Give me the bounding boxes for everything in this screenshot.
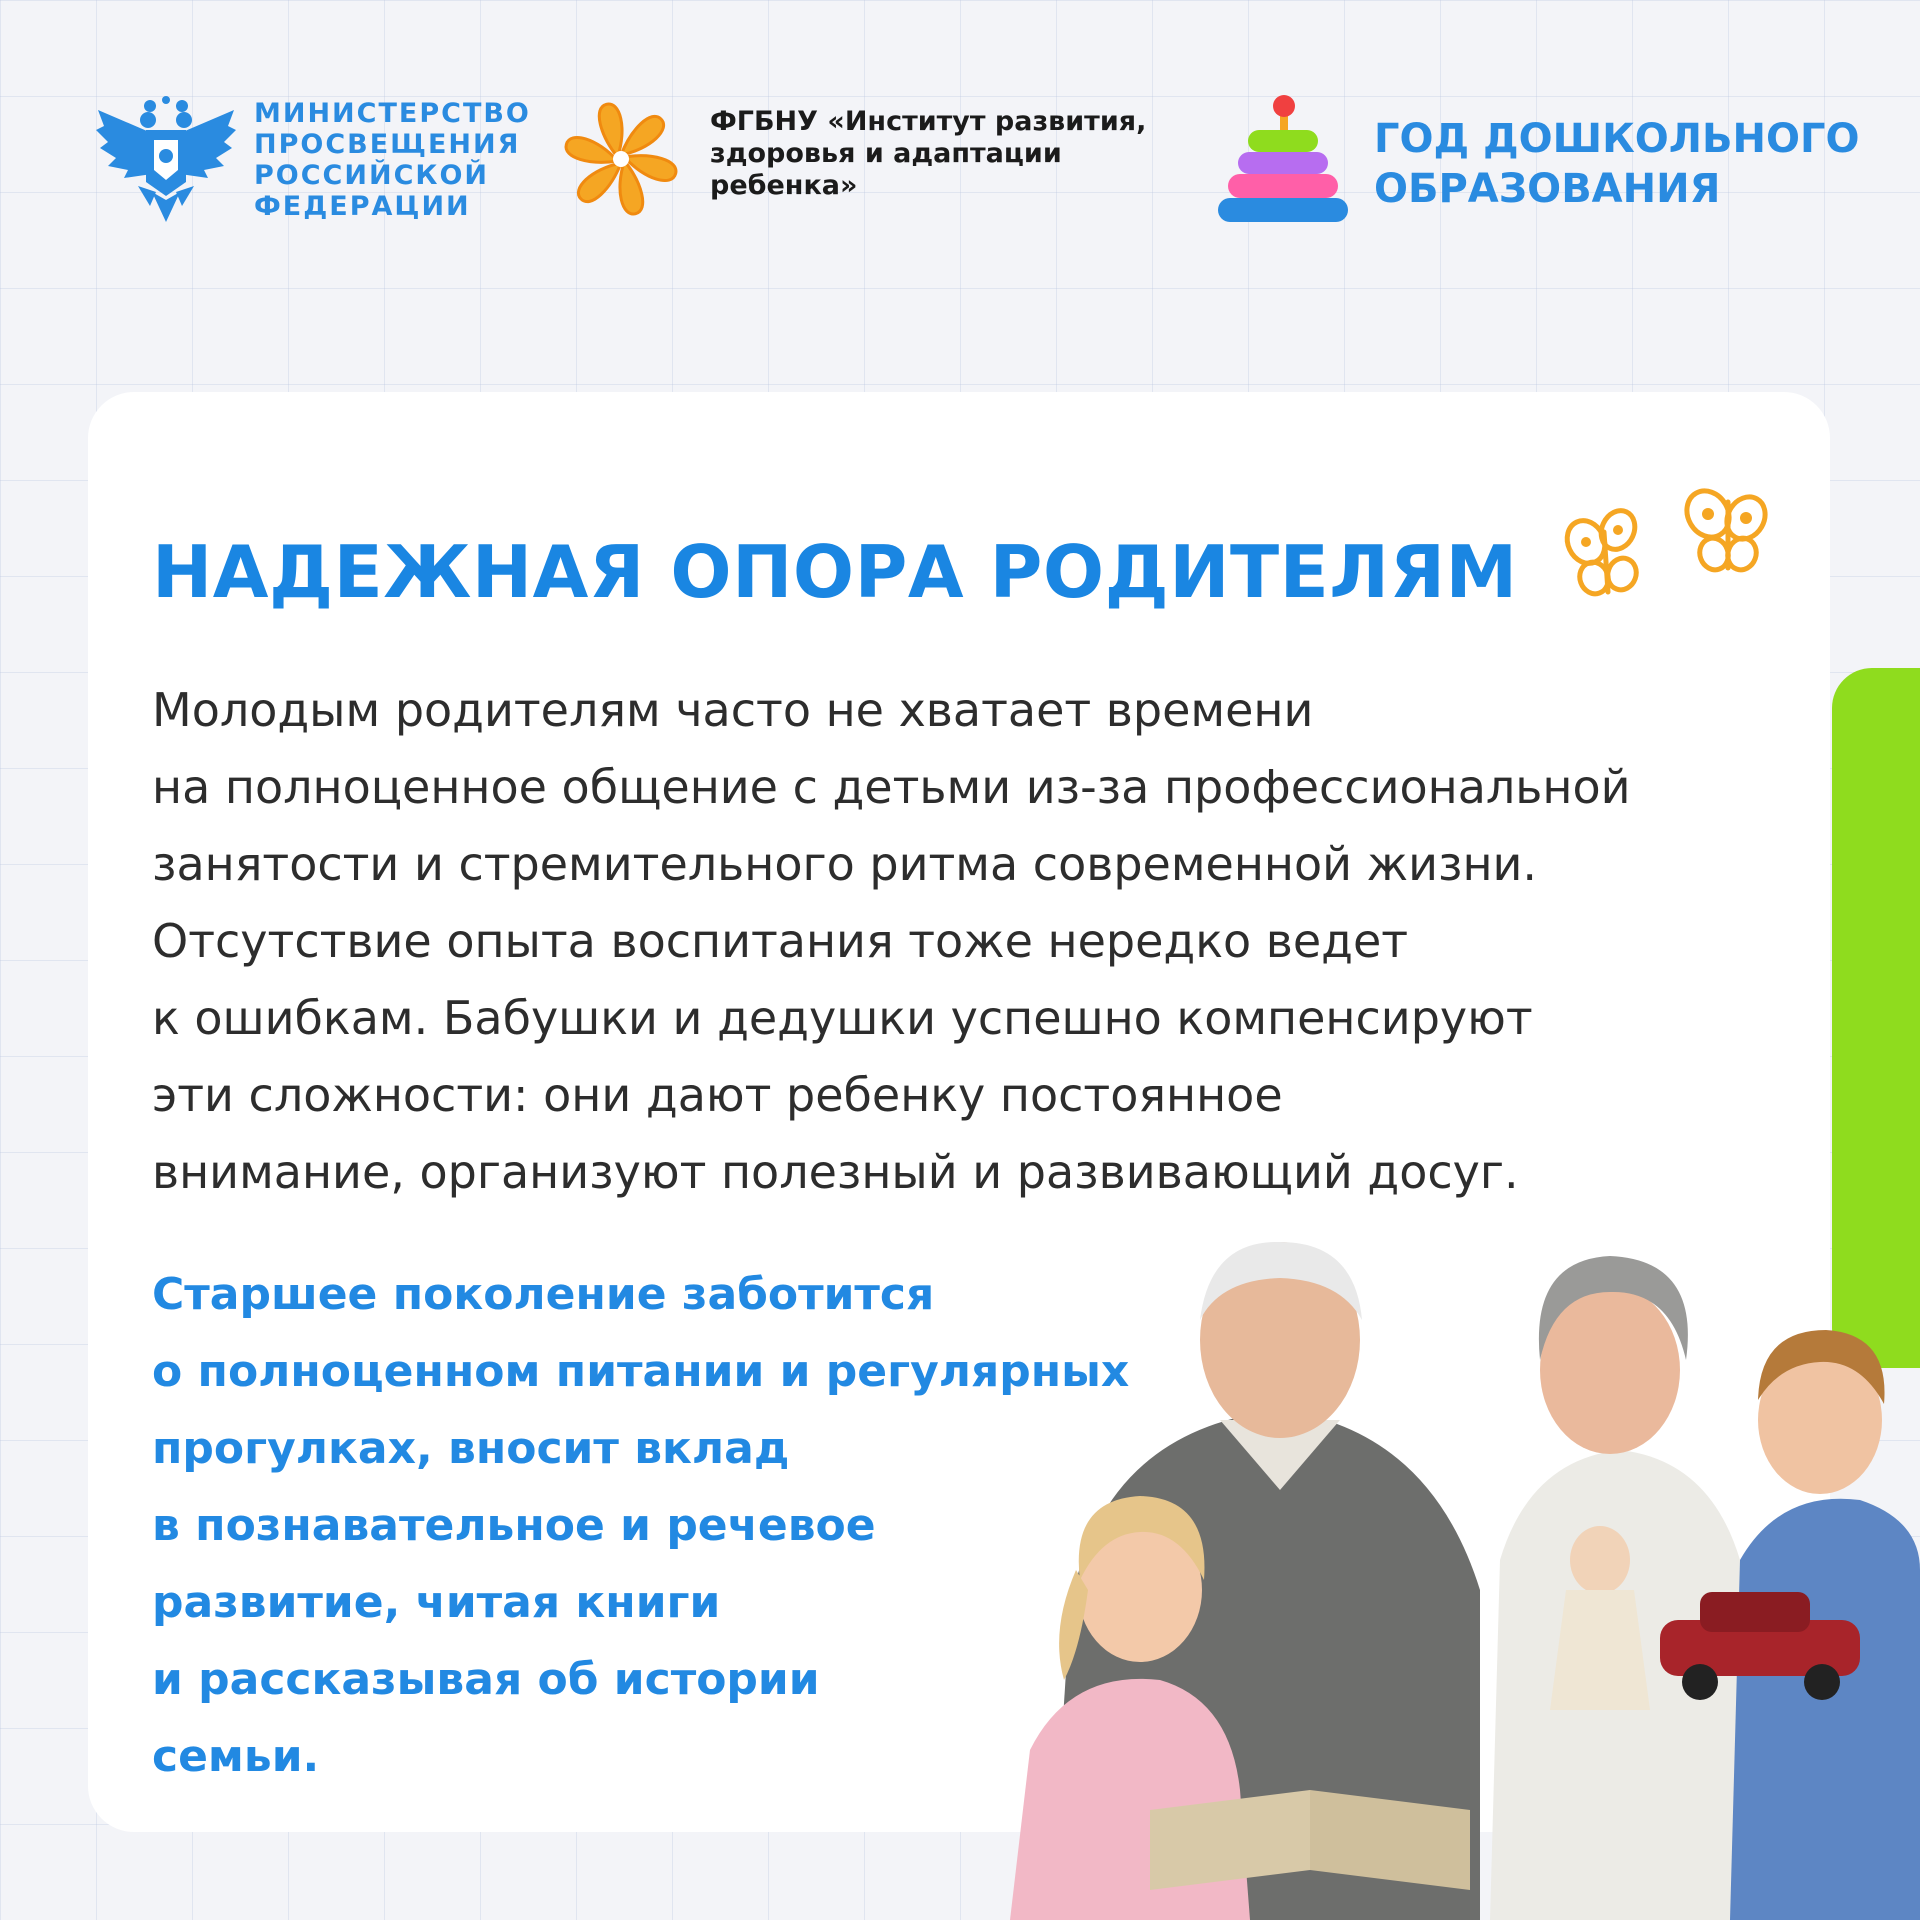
orange-swirl-flower-icon — [556, 94, 686, 224]
year-line-2: ОБРАЗОВАНИЯ — [1374, 166, 1721, 212]
butterflies-icon — [1558, 482, 1768, 622]
card-title: НАДЕЖНАЯ ОПОРА РОДИТЕЛЯМ — [152, 530, 1518, 614]
highlight-line: развитие, читая книги — [152, 1577, 721, 1628]
institute-line-1: ФГБНУ «Институт развития, — [710, 106, 1147, 137]
eagle-emblem-icon — [94, 96, 238, 224]
highlight-paragraph — [152, 1256, 1129, 1795]
body-line: эти сложности: они дают ребенку постоянное — [152, 1068, 1283, 1122]
grandmother-figure — [1490, 1256, 1750, 1920]
highlight-line: Старшее поколение заботится — [152, 1269, 935, 1320]
highlight-line: семьи. — [152, 1731, 320, 1782]
institute-line-2: здоровья и адаптации — [710, 138, 1062, 169]
year-line-1: ГОД ДОШКОЛЬНОГО — [1374, 116, 1860, 162]
highlight-line: о полноценном питании и регулярных — [152, 1346, 1130, 1397]
body-line: занятости и стремительного ритма современной жизни. — [152, 837, 1538, 891]
highlight-line: и рассказывая об истории — [152, 1654, 820, 1705]
body-line: на полноценное общение с детьми из-за профессиональной — [152, 760, 1631, 814]
preschool-year-title — [1374, 114, 1859, 214]
body-paragraph — [152, 672, 1792, 1211]
ministry-line-4: ФЕДЕРАЦИИ — [254, 191, 471, 222]
ministry-name — [254, 98, 531, 222]
body-line: Молодым родителям часто не хватает времени — [152, 683, 1314, 737]
institute-name — [710, 106, 1146, 202]
institute-line-3: ребенка» — [710, 170, 858, 201]
stacking-pyramid-icon — [1214, 92, 1354, 226]
ministry-line-1: МИНИСТЕРСТВО — [254, 98, 531, 129]
family-photo — [1010, 1230, 1920, 1920]
body-line: Отсутствие опыта воспитания тоже нередко ведет — [152, 914, 1409, 968]
ministry-line-3: РОССИЙСКОЙ — [254, 160, 489, 191]
body-line: внимание, организуют полезный и развивающий досуг. — [152, 1145, 1519, 1199]
highlight-line: в познавательное и речевое — [152, 1500, 876, 1551]
ministry-line-2: ПРОСВЕЩЕНИЯ — [254, 129, 521, 160]
body-line: к ошибкам. Бабушки и дедушки успешно компенсируют — [152, 991, 1533, 1045]
highlight-line: прогулках, вносит вклад — [152, 1423, 790, 1474]
